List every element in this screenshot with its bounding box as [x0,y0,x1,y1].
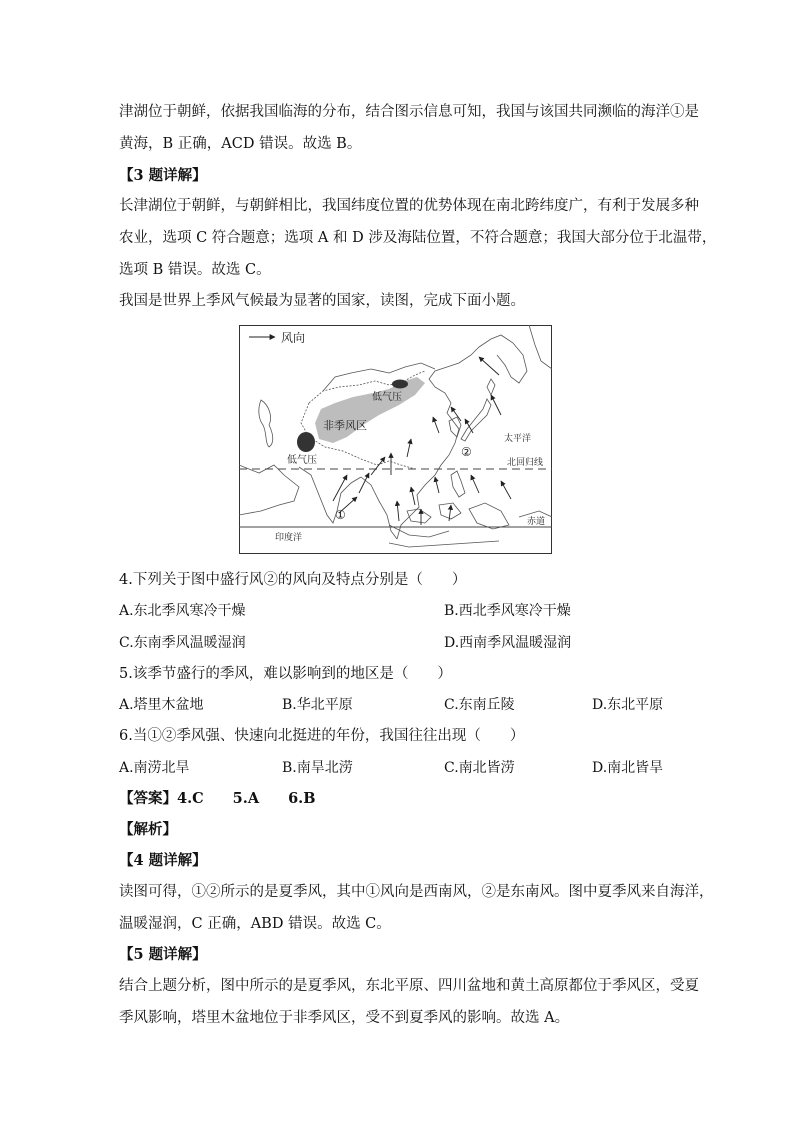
pacific-label: 太平洋 [504,434,532,444]
question-4: 4.下列关于图中盛行风②的风向及特点分别是（ ） [119,572,467,588]
q4-option-d: D.西南季风温暖湿润 [444,635,572,651]
analysis-heading: 【解析】 [119,821,177,838]
marker-2: ② [461,445,472,459]
text-line: 季风影响，塔里木盆地位于非季风区，受不到夏季风的影响。故选 A。 [119,1010,570,1026]
indian-ocean-label: 印度洋 [275,533,303,543]
answer-line: 【答案】4.C 5.A 6.B [119,790,316,807]
q5-option-a: A.塔里木盆地 [119,697,204,713]
q5-option-d: D.东北平原 [592,697,664,713]
question-6: 6.当①②季风强、快速向北挺进的年份，我国往往出现（ ） [119,728,525,744]
text-line: 津湖位于朝鲜，依据我国临海的分布，结合图示信息可知，我国与该国共同濒临的海洋①是 [119,104,699,120]
text-line: 温暖湿润，C 正确，ABD 错误。故选 C。 [119,916,391,932]
non-monsoon-label: 非季风区 [323,419,367,432]
text-line: 结合上题分析，图中所示的是夏季风，东北平原、四川盆地和黄土高原都位于季风区，受夏 [119,978,699,994]
equator-label: 赤道 [527,517,546,527]
monsoon-map [239,325,552,554]
text-line: 长津湖位于朝鲜，与朝鲜相比，我国纬度位置的优势体现在南北跨纬度广，有利于发展多种 [119,198,699,214]
q6-option-a: A.南涝北旱 [119,760,190,776]
question-intro: 我国是世界上季风气候最为显著的国家，读图，完成下面小题。 [119,293,525,309]
text-line: 选项 B 错误。故选 C。 [119,262,271,278]
q5-option-b: B.华北平原 [282,697,353,713]
text-line: 读图可得，①②所示的是夏季风，其中①风向是西南风，②是东南风。图中夏季风来自海洋， [119,884,714,900]
q5-option-c: C.东南丘陵 [444,697,515,713]
low-pressure-north [392,380,408,389]
text-line: 黄海，B 正确，ACD 错误。故选 B。 [119,136,362,152]
marker-1: ① [335,508,346,522]
tropic-label: 北回归线 [507,458,544,468]
q6-option-c: C.南北皆涝 [444,760,515,776]
section-heading: 【4 题详解】 [119,852,207,869]
q6-option-d: D.南北皆旱 [592,760,664,776]
question-5: 5.该季节盛行的季风，难以影响到的地区是（ ） [119,666,452,682]
section-heading: 【5 题详解】 [119,946,207,963]
low-pressure-label-south: 低气压 [287,455,317,466]
text-line: 农业，选项 C 符合题意；选项 A 和 D 涉及海陆位置，不符合题意；我国大部分位于北温带， [119,230,717,246]
q4-option-b: B.西北季风寒冷干燥 [444,603,571,619]
section-heading: 【3 题详解】 [119,167,207,184]
legend-label: 风向 [281,331,306,345]
q4-option-c: C.东南季风温暖湿润 [119,635,246,651]
q4-option-a: A.东北季风寒冷干燥 [119,603,246,619]
low-pressure-south [297,432,315,452]
q6-option-b: B.南旱北涝 [282,760,353,776]
low-pressure-label-north: 低气压 [372,392,402,403]
